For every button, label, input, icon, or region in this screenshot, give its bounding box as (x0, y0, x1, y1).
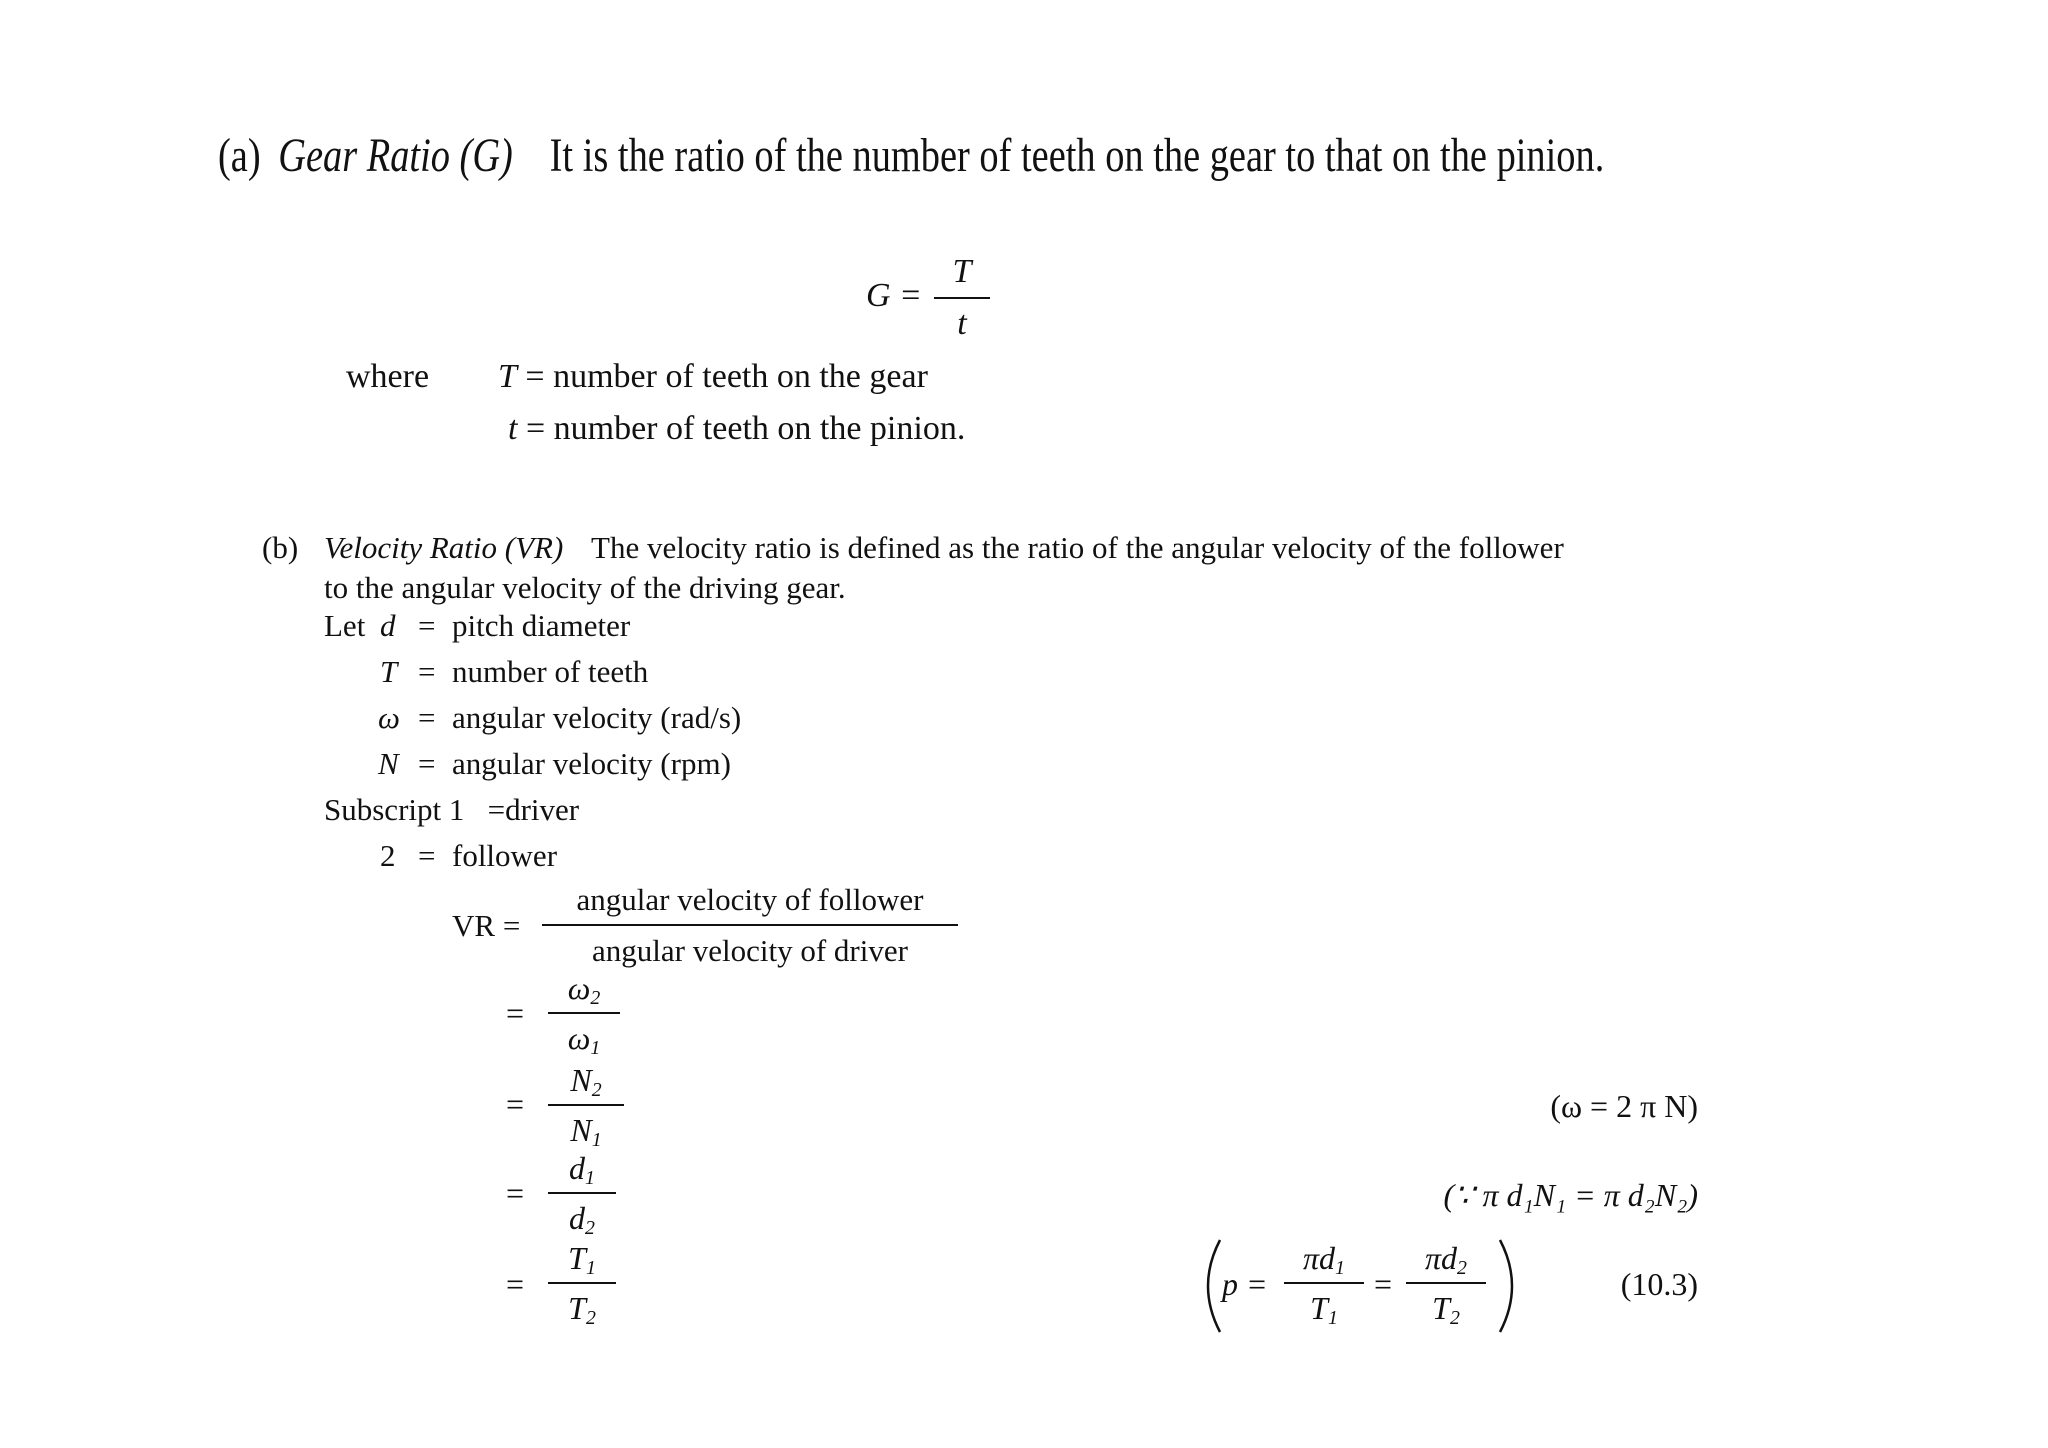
num-base: d (1441, 1240, 1458, 1276)
step-denominator (568, 1290, 596, 1329)
fraction-bar (1406, 1282, 1486, 1284)
vr-lhs: VR = (452, 908, 521, 943)
fraction-bar (548, 1192, 616, 1194)
right-paren-icon (1490, 1236, 1530, 1336)
num-sub: 2 (1457, 1256, 1467, 1279)
def-symbol: T (498, 358, 517, 395)
def-symbol: t (508, 410, 518, 447)
step-omega-fraction (548, 970, 620, 1059)
subscript2-symbol: 2 (380, 838, 396, 873)
section-b-term: Velocity Ratio (VR) (324, 530, 564, 565)
pitch-f1-numerator (1303, 1240, 1345, 1279)
step-numerator (570, 1062, 602, 1101)
step-numerator (568, 1240, 596, 1279)
step-eq: = (506, 995, 525, 1031)
step-eq: = (506, 1175, 525, 1211)
equation-number: (10.3) (1620, 1266, 1698, 1302)
gear-def-T (498, 358, 928, 396)
den-sub: 1 (591, 1128, 602, 1151)
pitch-f1-denominator (1310, 1290, 1338, 1329)
section-b-heading-line (324, 530, 1564, 566)
fraction-bar (1284, 1282, 1364, 1284)
fraction-bar (934, 297, 990, 299)
den-base: T (1432, 1290, 1450, 1326)
den-sub: 2 (585, 1306, 596, 1329)
gear-ratio-lhs: G = (866, 277, 922, 314)
den-base: d (569, 1200, 586, 1236)
den-sub: 1 (590, 1036, 601, 1059)
gear-ratio-denominator: t (957, 305, 967, 342)
subscript2-text: follower (452, 838, 558, 873)
def-symbol-omega: ω (378, 700, 400, 735)
pitch-eq: = (1374, 1266, 1393, 1302)
num-sub: 2 (590, 986, 601, 1009)
den-base: T (568, 1290, 586, 1326)
den-base: N (570, 1112, 592, 1148)
step-N-fraction (548, 1062, 624, 1151)
step-numerator (569, 1150, 595, 1189)
step-eq: = (506, 1086, 525, 1122)
pitch-f2-denominator (1432, 1290, 1460, 1329)
step-denominator (567, 1020, 601, 1059)
fraction-bar (548, 1282, 616, 1284)
num-base: T (568, 1240, 586, 1276)
gear-ratio-fraction (934, 255, 990, 341)
def-text: = number of teeth on the pinion. (525, 410, 966, 447)
step-T-fraction (548, 1240, 616, 1329)
section-a-definition: It is the ratio of the number of teeth on the gear to that on the pinion. (549, 129, 1605, 182)
vr-denominator: angular velocity of driver (592, 933, 908, 968)
vr-numerator: angular velocity of follower (576, 882, 924, 917)
pitch-note: (∵ π d₁N₁ = π d₂N₂) (1443, 1177, 1698, 1213)
den-base: ω (567, 1020, 591, 1056)
num-sub: 1 (1335, 1256, 1345, 1279)
pitch-f2-numerator (1425, 1240, 1467, 1279)
gear-ratio-numerator: T (952, 253, 972, 290)
def-eq: = (418, 608, 436, 643)
def-text-omega: angular velocity (rad/s) (452, 700, 742, 735)
pitch-lhs: p = (1222, 1266, 1268, 1302)
num-sub: 1 (585, 1166, 595, 1189)
section-b-definition: The velocity ratio is defined as the ratio of the angular velocity of the follower (591, 530, 1564, 565)
gear-def-t (508, 410, 965, 448)
let-label: Let (324, 608, 366, 643)
num-base: d (1319, 1240, 1336, 1276)
vr-fraction (542, 884, 958, 966)
num-sub: 1 (585, 1256, 596, 1279)
subscript-line: Subscript 1 =driver (324, 792, 580, 827)
den-base: T (1310, 1290, 1328, 1326)
def-text: = number of teeth on the gear (525, 358, 928, 395)
num-base: ω (567, 970, 591, 1006)
pi: π (1303, 1240, 1320, 1276)
def-text-N: angular velocity (rpm) (452, 746, 731, 781)
section-b-label: (b) (262, 530, 299, 565)
den-sub: 1 (1327, 1306, 1338, 1329)
section-b-definition-line2: to the angular velocity of the driving gear. (324, 570, 846, 605)
num-sub: 2 (591, 1078, 602, 1101)
subscript2-eq: = (418, 838, 436, 873)
def-eq: = (418, 700, 436, 735)
section-a-heading (218, 128, 1604, 183)
fraction-bar (548, 1012, 620, 1014)
pitch-fraction-1 (1284, 1240, 1364, 1329)
num-base: d (569, 1150, 586, 1186)
step-denominator (569, 1200, 595, 1239)
step-numerator (567, 970, 601, 1009)
omega-note: (ω = 2 π N) (1550, 1088, 1698, 1124)
pitch-fraction-2 (1406, 1240, 1486, 1329)
section-a-term: Gear Ratio (G) (278, 129, 513, 182)
where-label: where (346, 358, 430, 395)
def-text-d: pitch diameter (452, 608, 631, 643)
fraction-bar (542, 924, 958, 926)
den-sub: 2 (585, 1216, 595, 1239)
step-denominator (570, 1112, 602, 1151)
step-d-fraction (548, 1150, 616, 1239)
fraction-bar (548, 1104, 624, 1106)
pi: π (1425, 1240, 1442, 1276)
def-eq: = (418, 654, 436, 689)
num-base: N (570, 1062, 592, 1098)
den-sub: 2 (1449, 1306, 1460, 1329)
def-symbol-N: N (378, 746, 399, 781)
def-eq: = (418, 746, 436, 781)
def-symbol-T: T (380, 654, 398, 689)
step-eq: = (506, 1266, 525, 1302)
section-a-label: (a) (218, 129, 261, 182)
def-text-T: number of teeth (452, 654, 649, 689)
def-symbol-d: d (380, 608, 396, 643)
